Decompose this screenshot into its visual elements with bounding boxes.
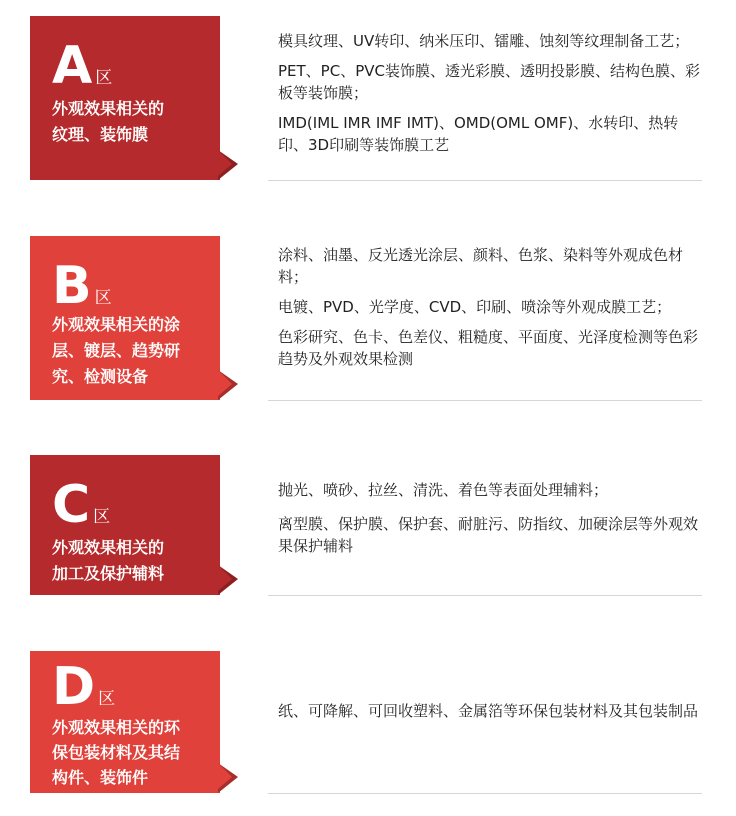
- zone-d-description: 外观效果相关的环 保包装材料及其结 构件、装饰件: [52, 718, 181, 787]
- zone-b-item: 涂料、油墨、反光透光涂层、颜料、色浆、染料等外观成色材料；: [278, 246, 684, 286]
- zone-a-letter: A: [52, 36, 92, 96]
- divider: [268, 180, 702, 181]
- zone-d-item: 纸、可降解、可回收塑料、金属箔等环保包装材料及其包装制品: [278, 702, 699, 720]
- zone-d-letter: D: [52, 657, 95, 717]
- zone-b-description: 外观效果相关的涂 层、镀层、趋势研 究、检测设备: [52, 315, 181, 386]
- zone-b-content: [278, 244, 708, 378]
- zone-b-letter: B: [52, 256, 91, 316]
- zone-b-word: 区: [94, 288, 112, 308]
- divider: [268, 793, 702, 794]
- zone-b-item: 电镀、PVD、光学度、CVD、印刷、喷涂等外观成膜工艺；: [278, 298, 672, 316]
- fold-corner-icon: [218, 565, 238, 595]
- zone-c-description: 外观效果相关的 加工及保护辅料: [52, 538, 165, 583]
- zone-a-content: [278, 30, 708, 164]
- zone-b-card: [30, 236, 220, 400]
- zone-c-item: 抛光、喷砂、拉丝、清洗、着色等表面处理辅料；: [278, 481, 609, 499]
- fold-corner-icon: [218, 763, 238, 793]
- zone-d-card: [30, 651, 220, 793]
- zone-a-card: [30, 16, 220, 180]
- zone-c-item: 离型膜、保护膜、保护套、耐脏污、防指纹、加硬涂层等外观效果保护辅料: [278, 515, 699, 555]
- divider: [268, 400, 702, 401]
- zone-a-word: 区: [95, 68, 113, 88]
- zone-c-card: [30, 455, 220, 595]
- fold-corner-icon: [218, 370, 238, 400]
- zone-c-content: [278, 479, 708, 565]
- zone-d-content: [278, 700, 708, 730]
- zone-a-item: IMD(IML IMR IMF IMT)、OMD(OML OMF)、水转印、热转印、3D印刷等装饰膜工艺: [278, 114, 679, 154]
- zone-a-item: PET、PC、PVC装饰膜、透光彩膜、透明投影膜、结构色膜、彩板等装饰膜；: [278, 62, 700, 102]
- zone-a-item: 模具纹理、UV转印、纳米压印、镭雕、蚀刻等纹理制备工艺；: [278, 32, 690, 50]
- fold-corner-icon: [218, 150, 238, 180]
- zone-c-word: 区: [93, 507, 111, 527]
- zone-a-description: 外观效果相关的 纹理、装饰膜: [52, 99, 165, 144]
- zone-d-word: 区: [98, 689, 116, 709]
- zone-c-letter: C: [52, 475, 90, 535]
- zone-b-item: 色彩研究、色卡、色差仪、粗糙度、平面度、光泽度检测等色彩趋势及外观效果检测: [278, 328, 699, 368]
- divider: [268, 595, 702, 596]
